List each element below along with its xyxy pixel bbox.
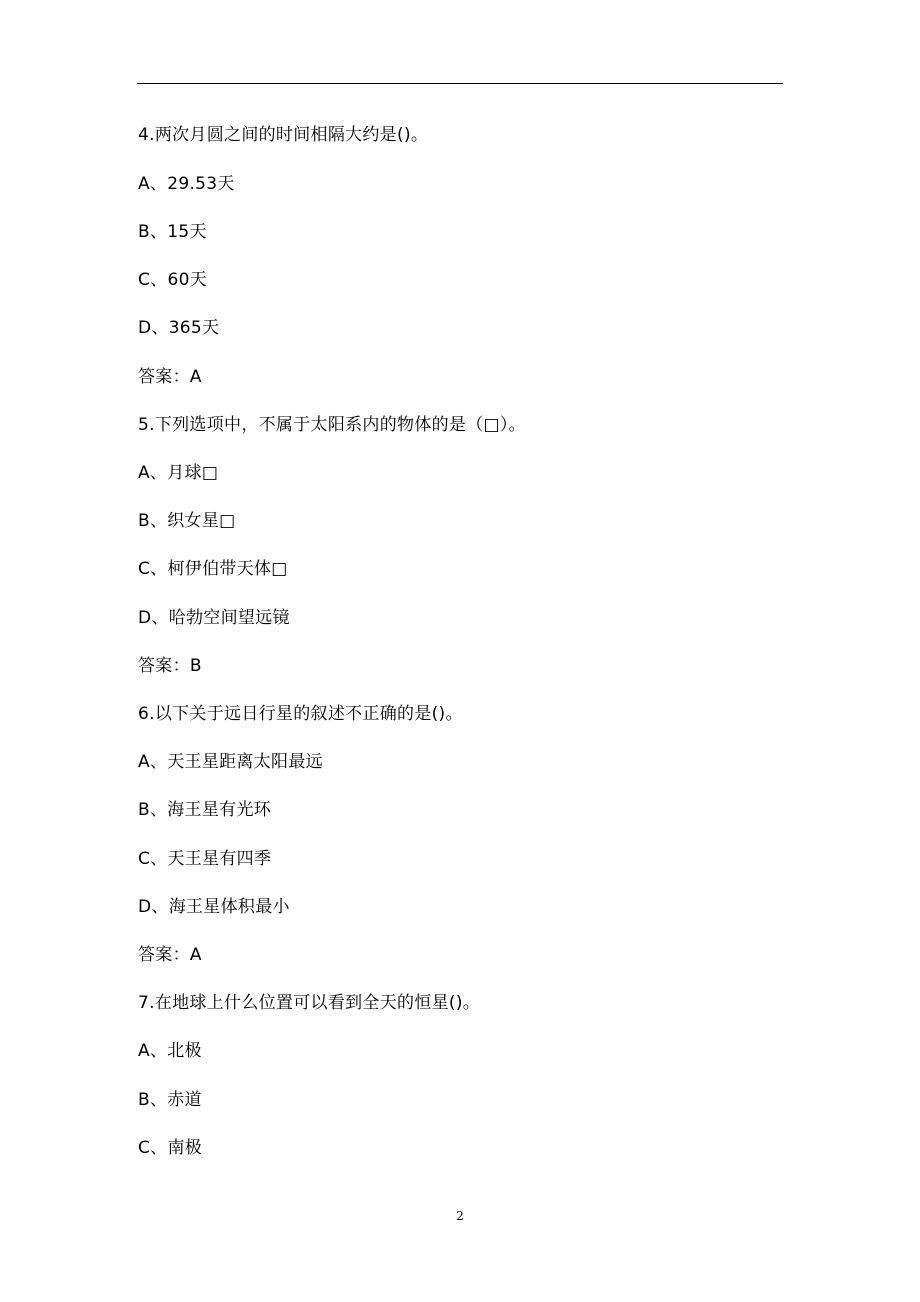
question-5-answer: 答案：B	[138, 656, 202, 676]
question-4-option-c: C、60天	[138, 270, 208, 290]
question-4-option-b: B、15天	[138, 222, 207, 242]
question-5-option-a: A、月球□	[138, 463, 219, 483]
question-7-option-a: A、北极	[138, 1041, 202, 1061]
question-6-stem: 6.以下关于远日行星的叙述不正确的是()。	[138, 704, 463, 724]
header-rule	[137, 83, 783, 84]
question-7-option-c: C、南极	[138, 1138, 203, 1158]
question-7-option-b: B、赤道	[138, 1090, 202, 1110]
question-5-option-d: D、哈勃空间望远镜	[138, 608, 290, 628]
question-7-stem: 7.在地球上什么位置可以看到全天的恒星()。	[138, 993, 481, 1013]
question-6-option-b: B、海王星有光环	[138, 800, 272, 820]
page-number: 2	[456, 1209, 464, 1223]
question-5-option-c: C、柯伊伯带天体□	[138, 559, 288, 579]
question-4-answer: 答案：A	[138, 367, 202, 387]
question-5-option-b: B、织女星□	[138, 511, 236, 531]
question-4-option-d: D、365天	[138, 318, 220, 338]
question-6-answer: 答案：A	[138, 945, 202, 965]
question-4-stem: 4.两次月圆之间的时间相隔大约是()。	[138, 125, 429, 145]
question-5-stem: 5.下列选项中，不属于太阳系内的物体的是（□）。	[138, 415, 526, 435]
question-6-option-a: A、天王星距离太阳最远	[138, 752, 323, 772]
question-4-option-a: A、29.53天	[138, 174, 235, 194]
question-6-option-c: C、天王星有四季	[138, 849, 272, 869]
question-6-option-d: D、海王星体积最小	[138, 897, 290, 917]
